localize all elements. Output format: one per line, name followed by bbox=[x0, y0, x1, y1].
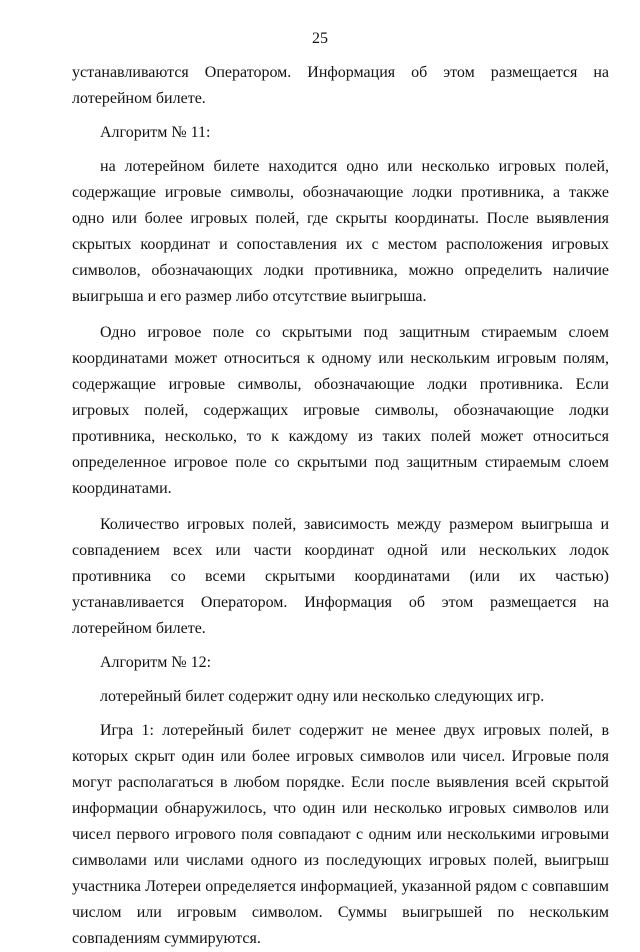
paragraph-continuation: устанавливаются Оператором. Информация об этом размещается на лотерейном билете. bbox=[72, 64, 609, 107]
game-1-description: Игра 1: лотерейный билет содержит не менее двух игровых полей, в которых скрыт один или более игровых символов или чисел. Игровые поля могут располагаться в любом порядке. Если после выявления всей скрытой информации обнаружилось, что один или несколько игровых символов или чисел первого игрового поля совпадают с одним или несколькими игровыми символами или числами одного из последующих игровых полей, выигрыш участника Лотереи определяется информацией, указанной рядом с совпавшим числом или игровым символом. Суммы выигрышей по нескольким совпадениям суммируются. bbox=[72, 722, 609, 947]
algorithm-11-description: на лотерейном билете находится одно или несколько игровых полей, содержащие игровые символы, обозначающие лодки противника, а также одно или более игровых полей, где скрыты координаты. После выявления скрытых координат и сопоставления их с местом расположения игровых символов, обозначающих лодки противника, можно определить наличие выигрыша и его размер либо отсутствие выигрыша. bbox=[72, 158, 609, 305]
document-body bbox=[72, 60, 609, 952]
page-number: 25 bbox=[312, 30, 328, 47]
paragraph-operator-rules: Количество игровых полей, зависимость между размером выигрыша и совпадением всех или части координат одной или нескольких лодок противника со всеми скрытыми координатами (или их частью) устанавливается Оператором. Информация об этом размещается на лотерейном билете. bbox=[72, 516, 609, 637]
algorithm-12-heading: Алгоритм № 12: bbox=[100, 654, 212, 671]
algorithm-12-description: лотерейный билет содержит одну или несколько следующих игр. bbox=[100, 688, 545, 705]
algorithm-11-heading: Алгоритм № 11: bbox=[100, 124, 211, 141]
paragraph-hidden-coordinates: Одно игровое поле со скрытыми под защитным стираемым слоем координатами может относиться к одному или нескольким игровым полям, содержащие игровые символы, обозначающие лодки противника. Если игровых полей, содержащих игровые символы, обозначающие лодки противника, несколько, то к каждому из таких полей может относиться определенное игровое поле со скрытыми под защитным стираемым слоем координатами. bbox=[72, 324, 609, 497]
